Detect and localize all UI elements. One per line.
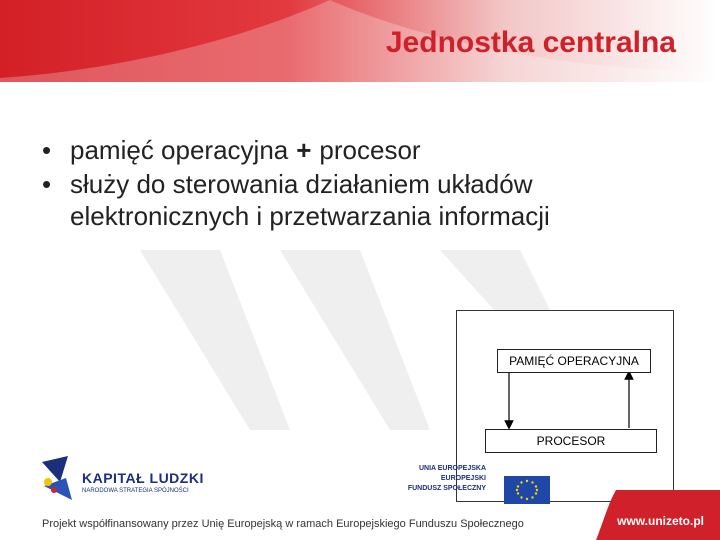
eu-line-1: UNIA EUROPEJSKA	[418, 465, 486, 472]
header-banner	[0, 0, 720, 82]
kapital-ludzki-subtitle: NARODOWA STRATEGIA SPÓJNOŚCI	[82, 488, 189, 494]
bullet-list	[42, 134, 682, 234]
bullet-text-processor: procesor	[319, 135, 421, 165]
bullet-text-function: służy do sterowania działaniem układów elektronicznych i przetwarzania informacji	[70, 169, 550, 231]
footer	[0, 508, 720, 540]
plus-sign: +	[296, 135, 312, 165]
eu-stars-icon	[504, 476, 550, 504]
kapital-ludzki-title: KAPITAŁ LUDZKI	[82, 470, 204, 486]
eu-line-3: FUNDUSZ SPOŁECZNY	[407, 485, 486, 492]
bullet-dot: •	[42, 135, 52, 165]
bullet-dot: •	[42, 169, 52, 199]
processor-box: PROCESOR	[485, 429, 657, 453]
bullet-item	[42, 168, 682, 232]
kapital-ludzki-logo	[38, 456, 208, 504]
slide-title: Jednostka centralna	[385, 26, 676, 59]
eu-flag-icon	[504, 476, 550, 504]
bullet-item	[42, 134, 682, 166]
memory-box: PAMIĘĆ OPERACYJNA	[497, 349, 651, 373]
eu-fund-text	[400, 464, 486, 494]
footer-url[interactable]: www.unizeto.pl	[617, 514, 704, 528]
eu-line-2: EUROPEJSKI	[440, 475, 486, 482]
footer-funding-text: Projekt współfinansowany przez Unię Europejską w ramach Europejskiego Funduszu Społecznego	[42, 518, 524, 530]
bullet-text-memory: pamięć operacyjna	[70, 135, 289, 165]
kapital-ludzki-emblem-icon	[38, 456, 78, 502]
eu-fund-logo	[400, 464, 560, 504]
